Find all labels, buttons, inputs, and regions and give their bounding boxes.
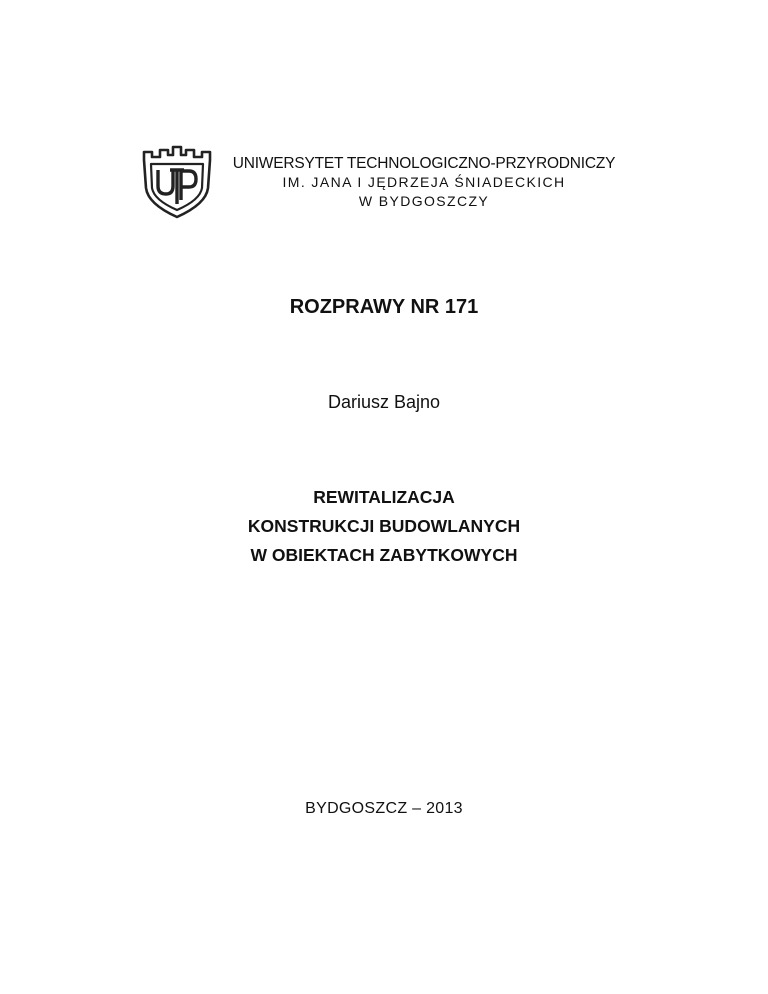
university-name-line3: W BYDGOSZCZY	[358, 193, 490, 209]
university-name-line1: UNIWERSYTET TECHNOLOGICZNO-PRZYRODNICZY	[232, 155, 616, 172]
author-name: Dariusz Bajno	[327, 392, 441, 412]
university-header	[140, 144, 640, 220]
book-title-line2: KONSTRUKCJI BUDOWLANYCH	[247, 516, 521, 536]
university-name	[224, 154, 624, 211]
utp-crest-logo-icon	[140, 144, 214, 220]
place-and-year: BYDGOSZCZ – 2013	[305, 800, 463, 817]
book-title-line3: W OBIEKTACH ZABYTKOWYCH	[250, 545, 518, 565]
university-name-line2: IM. JANA I JĘDRZEJA ŚNIADECKICH	[282, 174, 566, 190]
series-number: ROZPRAWY NR 171	[289, 296, 479, 318]
book-title	[0, 483, 768, 570]
book-title-line1: REWITALIZACJA	[313, 487, 455, 507]
